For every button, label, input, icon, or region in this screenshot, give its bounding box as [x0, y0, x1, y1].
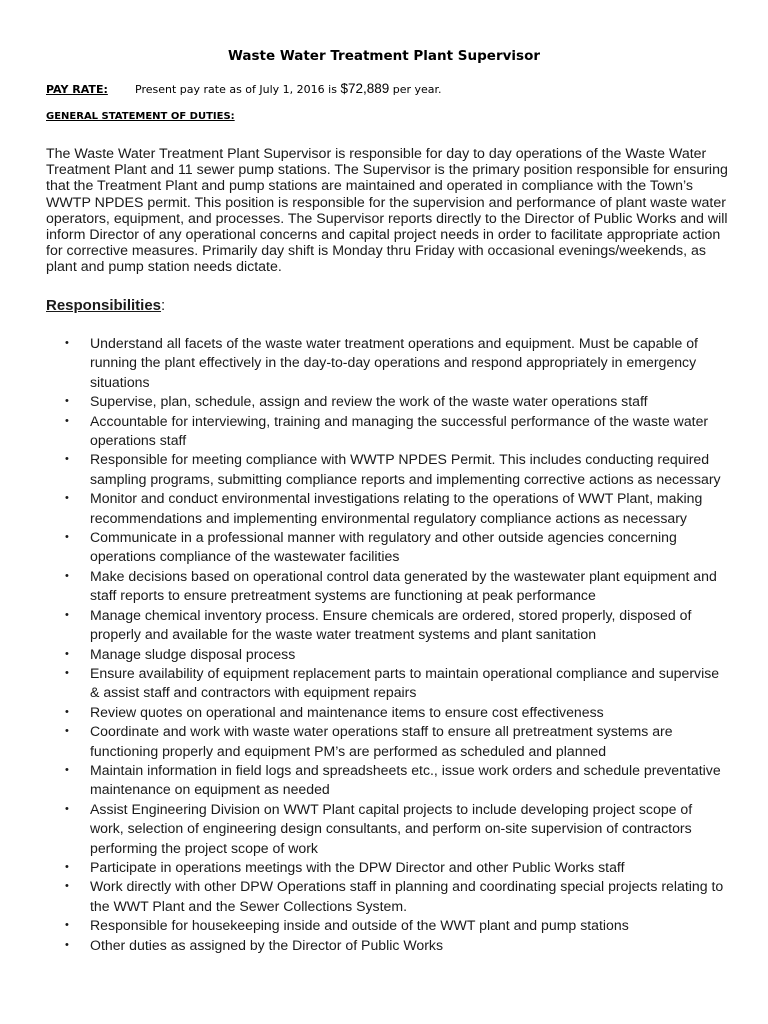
- list-item: [46, 528, 726, 567]
- list-item: [46, 489, 726, 528]
- list-item: [46, 450, 726, 489]
- list-item-text: Ensure availability of equipment replacement parts to maintain operational compliance and supervise & assist staff and contractors with equipment repairs: [90, 664, 720, 701]
- list-item: [46, 334, 726, 392]
- list-item-text: Other duties as assigned by the Director of Public Works: [90, 936, 444, 953]
- list-item-text: Assist Engineering Division on WWT Plant capital projects to include developing project scope of work, selection of engineering design consultants, and perform on-site supervision of contractors performing the project scope of work: [90, 800, 693, 856]
- bullet-icon: •: [65, 763, 69, 776]
- list-item-text: Maintain information in field logs and spreadsheets etc., issue work orders and schedule preventative maintenance on equipment as needed: [90, 761, 721, 798]
- list-item-text: Make decisions based on operational control data generated by the wastewater plant equipment and staff reports to ensure pretreatment systems are functioning at peak performance: [90, 567, 717, 604]
- bullet-icon: •: [65, 569, 69, 582]
- list-item: [46, 936, 726, 955]
- bullet-icon: •: [65, 608, 69, 621]
- list-item: [46, 606, 726, 645]
- pay-rate-label: PAY RATE:: [46, 83, 108, 96]
- list-item: [46, 392, 726, 411]
- pay-rate-line: [46, 81, 442, 96]
- list-item-text: Monitor and conduct environmental investigations relating to the operations of WWT Plant, making recommendations and implementing environmental regulatory compliance actions as necessary: [90, 490, 703, 526]
- list-item: [46, 761, 726, 800]
- pay-rate-suffix: per year.: [389, 83, 442, 96]
- bullet-icon: •: [65, 395, 69, 408]
- list-item: [46, 412, 726, 451]
- bullet-icon: •: [65, 919, 69, 932]
- pay-rate-text: Present pay rate as of July 1, 2016 is: [135, 83, 341, 96]
- list-item: [46, 703, 726, 722]
- list-item-text: Manage sludge disposal process: [90, 645, 296, 662]
- list-item-text: Understand all facets of the waste water treatment operations and equipment. Must be capable of running the plant effectively in the day-to-day operations and respond appropriately in emergency situations: [90, 335, 698, 390]
- list-item-text: Responsible for housekeeping inside and outside of the WWT plant and pump stations: [90, 917, 629, 934]
- bullet-icon: •: [65, 725, 69, 738]
- list-item: [46, 567, 726, 606]
- general-statement-heading: GENERAL STATEMENT OF DUTIES:: [46, 111, 235, 122]
- bullet-icon: •: [65, 647, 69, 660]
- bullet-icon: •: [65, 531, 69, 544]
- list-item-text: Responsible for meeting compliance with WWTP NPDES Permit. This includes conducting required sampling programs, submitting compliance reports and implementing corrective actions as necessary: [90, 451, 721, 487]
- bullet-icon: •: [65, 492, 69, 505]
- list-item: [46, 664, 726, 703]
- list-item: [46, 877, 726, 916]
- list-item-text: Manage chemical inventory process. Ensure chemicals are ordered, stored properly, disposed of properly and available for the waste water treatment systems and plant sanitation: [90, 606, 692, 643]
- list-item-text: Review quotes on operational and maintenance items to ensure cost effectiveness: [90, 703, 604, 720]
- list-item: [46, 858, 726, 877]
- list-item: [46, 722, 726, 761]
- bullet-icon: •: [65, 802, 69, 815]
- bullet-icon: •: [65, 880, 69, 893]
- responsibilities-heading-colon: :: [161, 297, 166, 314]
- pay-rate-amount: $72,889: [340, 81, 390, 96]
- list-item: [46, 916, 726, 935]
- list-item: [46, 800, 726, 858]
- list-item-text: Coordinate and work with waste water operations staff to ensure all pretreatment systems are functioning properly and equipment PM’s are performed as scheduled and planned: [90, 723, 673, 759]
- responsibilities-list: [46, 334, 726, 955]
- document-title: Waste Water Treatment Plant Supervisor: [227, 48, 541, 64]
- bullet-icon: •: [65, 938, 69, 951]
- bullet-icon: •: [65, 414, 69, 427]
- list-item-text: Communicate in a professional manner with regulatory and other outside agencies concerning operations compliance of the wastewater facilities: [90, 529, 677, 565]
- responsibilities-heading-text: Responsibilities: [46, 297, 162, 314]
- bullet-icon: •: [65, 666, 69, 679]
- responsibilities-heading: [46, 297, 165, 314]
- bullet-icon: •: [65, 453, 69, 466]
- list-item: [46, 645, 726, 664]
- list-item-text: Supervise, plan, schedule, assign and review the work of the waste water operations staff: [90, 393, 648, 410]
- list-item-text: Work directly with other DPW Operations staff in planning and coordinating special projects relating to the WWT Plant and the Sewer Collections System.: [90, 878, 724, 914]
- bullet-icon: •: [65, 705, 69, 718]
- general-statement-paragraph: The Waste Water Treatment Plant Supervisor is responsible for day to day operations of the Waste Water Treatment Plant and 11 sewer pump stations. The Supervisor is the primary position responsible for ensuring that the Treatment Plant and pump stations are maintained and operated in compliance with the Town’s WWTP NPDES permit. This position is responsible for the supervision and performance of plant waste water operators, equipment, and processes. The Supervisor reports directly to the Director of Public Works and will inform Director of any operational concerns and capital project needs in order to facilitate appropriate action for corrective measures. Primarily day shift is Monday thru Friday with occasional evenings/weekends, as plant and pump station needs dictate.: [46, 146, 728, 276]
- bullet-icon: •: [65, 860, 69, 873]
- list-item-text: Accountable for interviewing, training and managing the successful performance of the waste water operations staff: [90, 412, 709, 449]
- bullet-icon: •: [65, 337, 69, 349]
- list-item-text: Participate in operations meetings with the DPW Director and other Public Works staff: [90, 858, 625, 875]
